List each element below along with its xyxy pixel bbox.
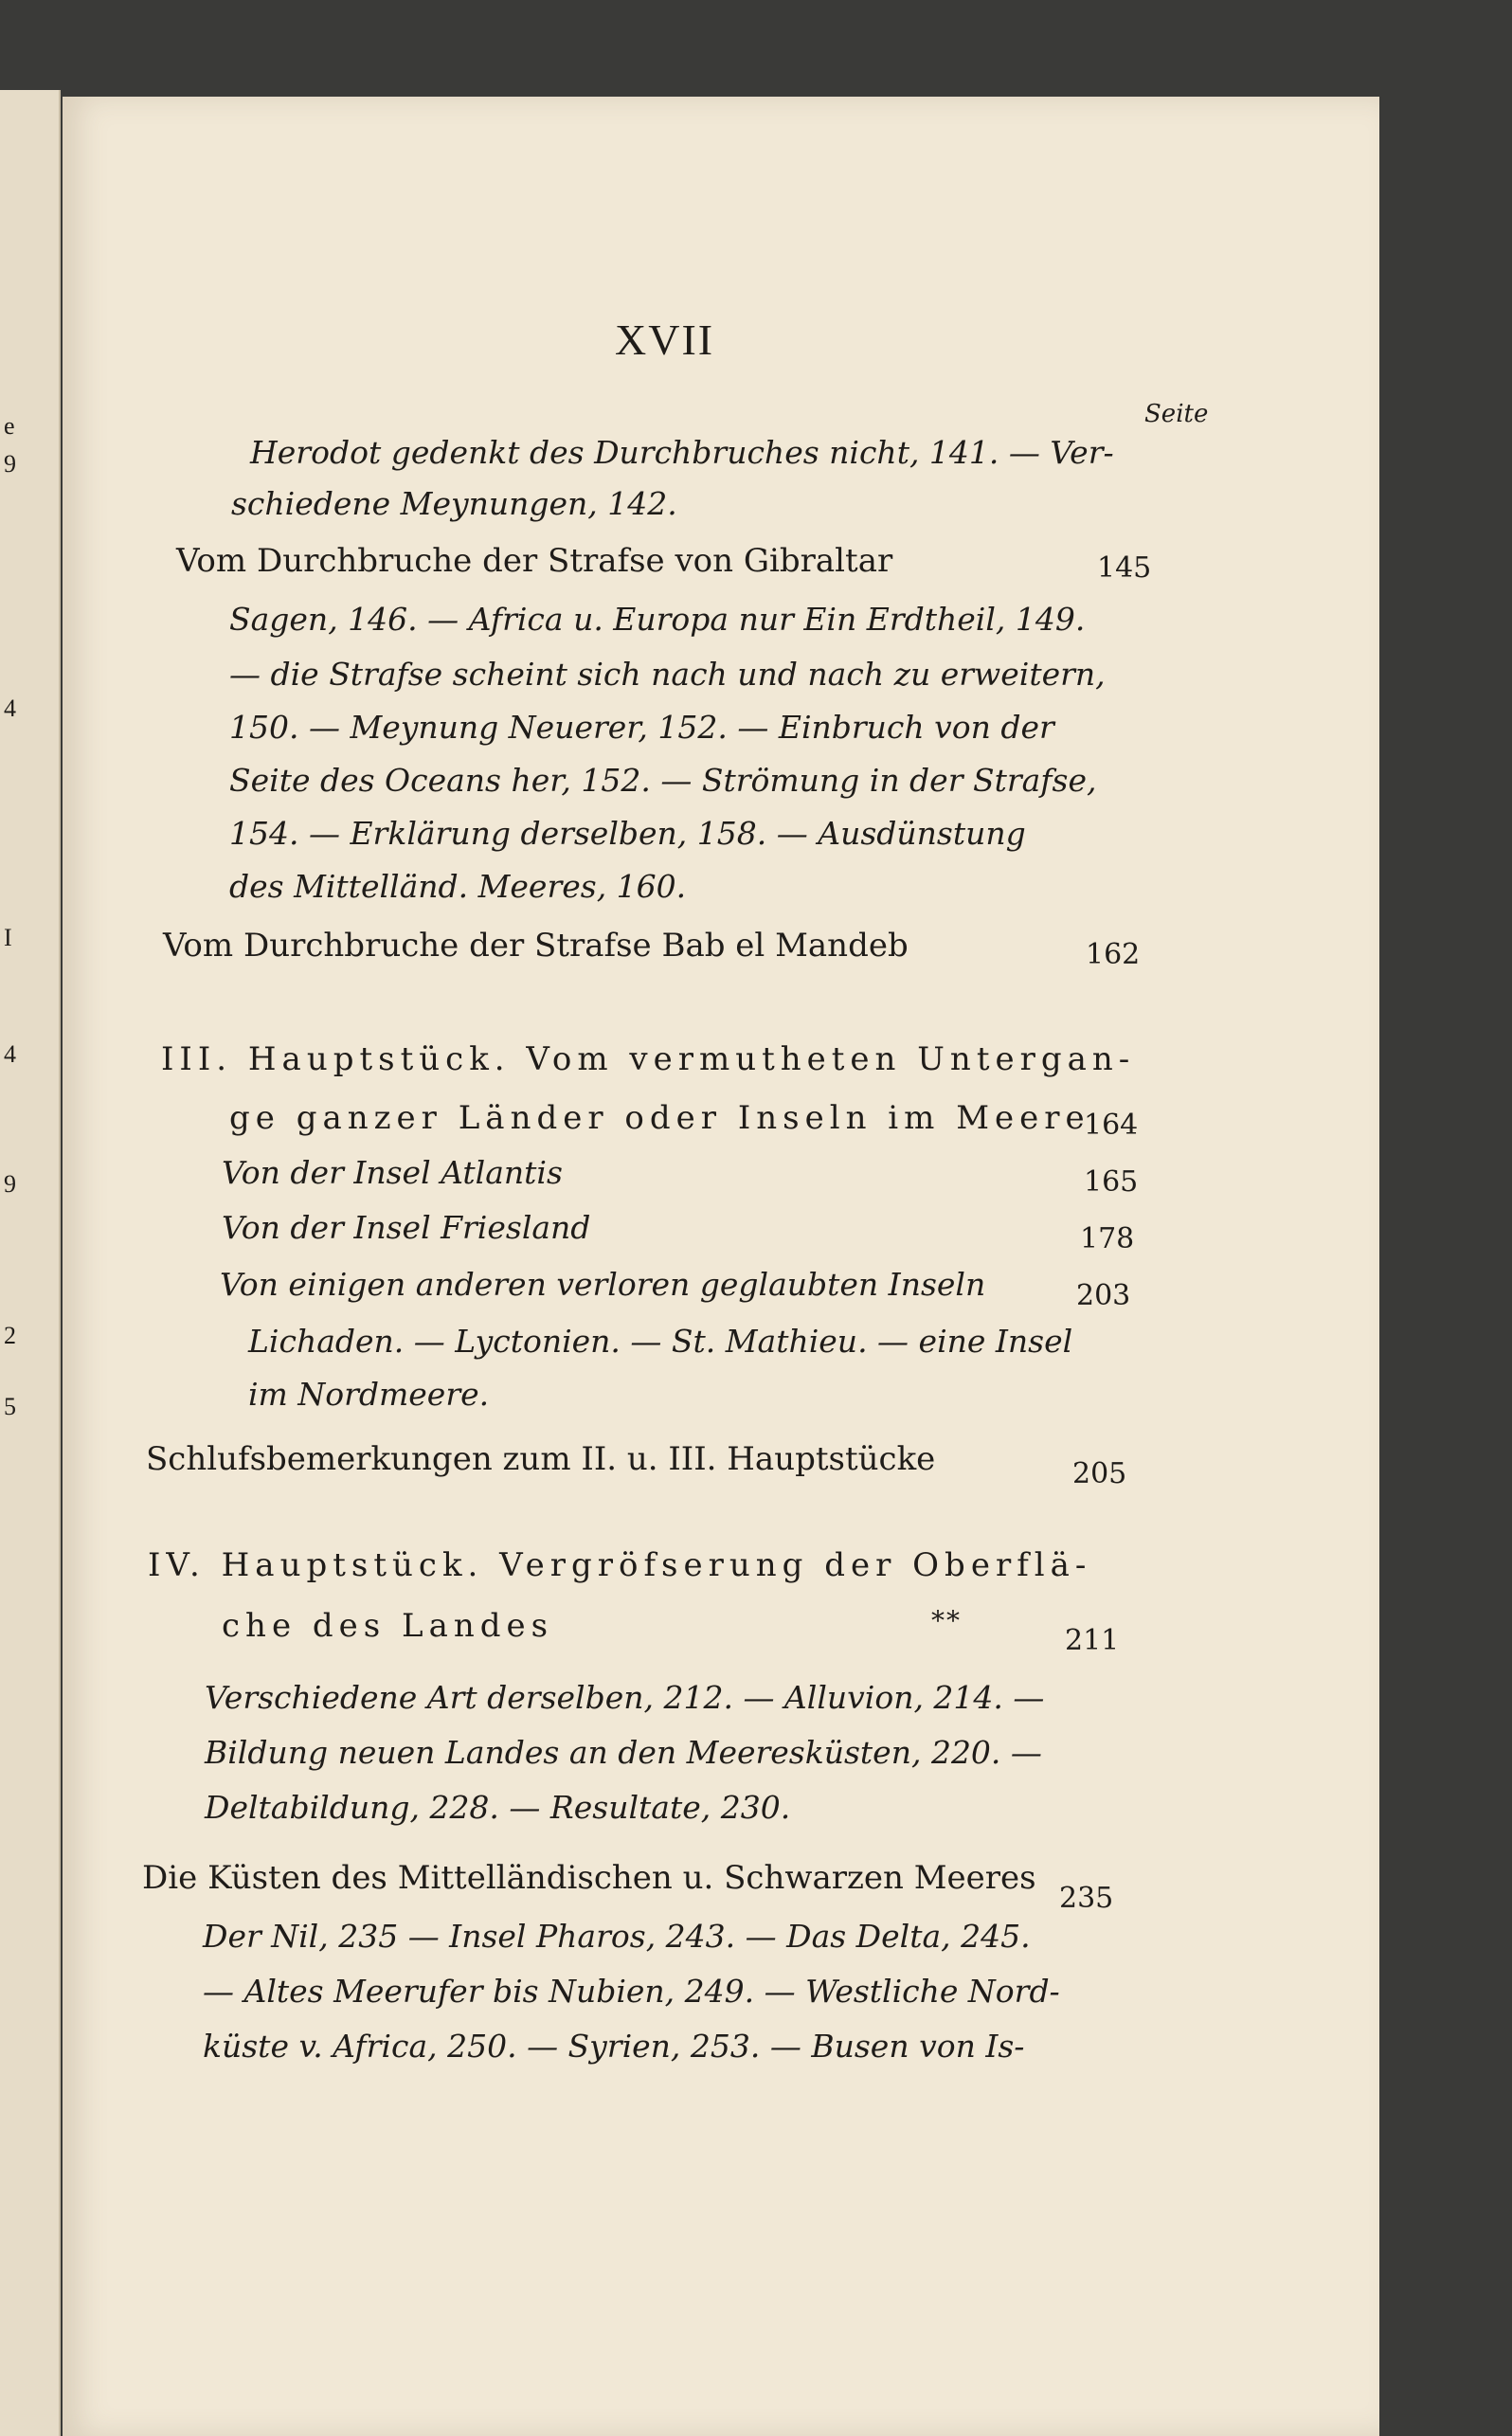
toc-line: des Mittelländ. Meeres, 160.: [229, 868, 687, 905]
toc-entry: Vom Durchbruche der Strafse Bab el Mandeb: [163, 927, 909, 965]
page-ref: 203: [1076, 1279, 1131, 1312]
toc-entry: Schlufsbemerkungen zum II. u. III. Hauptstücke: [146, 1440, 936, 1478]
page-ref: 165: [1084, 1165, 1139, 1199]
toc-entry: Von der Insel Friesland: [222, 1209, 591, 1246]
page-number: XVII: [615, 316, 715, 364]
toc-line: im Nordmeere.: [248, 1376, 490, 1413]
toc-line: Der Nil, 235 — Insel Pharos, 243. — Das Delta, 245.: [203, 1918, 1031, 1955]
toc-line: Verschiedene Art derselben, 212. — Alluvion, 214. —: [205, 1679, 1045, 1716]
signature-mark: **: [931, 1605, 962, 1636]
chapter-heading: IV. Hauptstück. Vergröfserung der Oberflä-: [148, 1546, 1092, 1584]
margin-number: 4: [4, 1040, 16, 1068]
page-ref: 178: [1080, 1222, 1135, 1255]
margin-number: e: [4, 412, 15, 440]
margin-number: 4: [4, 695, 16, 722]
page-ref: 235: [1059, 1882, 1114, 1915]
toc-line: schiedene Meynungen, 142.: [231, 485, 677, 522]
page-ref: 164: [1084, 1109, 1139, 1142]
toc-entry: Die Küsten des Mittelländischen u. Schwarzen Meeres: [142, 1859, 1036, 1897]
margin-number: 9: [4, 450, 16, 478]
page-ref: 205: [1072, 1457, 1127, 1490]
toc-line: 150. — Meynung Neuerer, 152. — Einbruch von der: [229, 709, 1054, 746]
book-page: [63, 97, 1379, 2436]
toc-line: — Altes Meerufer bis Nubien, 249. — Westliche Nord-: [203, 1973, 1060, 2010]
facing-page-edge: [0, 90, 61, 2436]
toc-line: — die Strafse scheint sich nach und nach zu erweitern,: [229, 656, 1106, 693]
toc-line: Deltabildung, 228. — Resultate, 230.: [205, 1789, 791, 1826]
toc-line: Lichaden. — Lyctonien. — St. Mathieu. — eine Insel: [248, 1323, 1073, 1360]
toc-line: 154. — Erklärung derselben, 158. — Ausdünstung: [229, 815, 1026, 852]
toc-entry: Von einigen anderen verloren geglaubten Inseln: [220, 1266, 986, 1303]
toc-entry: Vom Durchbruche der Strafse von Gibraltar: [176, 542, 893, 580]
toc-line: Seite des Oceans her, 152. — Strömung in der Strafse,: [229, 762, 1097, 799]
chapter-heading: ge ganzer Länder oder Inseln im Meere: [229, 1099, 1090, 1137]
chapter-heading: che des Landes: [222, 1607, 554, 1645]
toc-line: küste v. Africa, 250. — Syrien, 253. — Busen von Is-: [203, 2028, 1025, 2065]
chapter-heading: III. Hauptstück. Vom vermutheten Untergan-: [161, 1040, 1136, 1078]
page-ref: 145: [1097, 551, 1152, 585]
toc-entry: Von der Insel Atlantis: [222, 1154, 563, 1191]
margin-number: I: [4, 924, 12, 951]
toc-line: Herodot gedenkt des Durchbruches nicht, 141. — Ver-: [250, 434, 1114, 471]
page-ref: 162: [1086, 938, 1141, 971]
column-header: Seite: [1144, 400, 1209, 428]
toc-line: Sagen, 146. — Africa u. Europa nur Ein Erdtheil, 149.: [229, 601, 1086, 638]
margin-number: 5: [4, 1393, 16, 1420]
page-ref: 211: [1065, 1624, 1120, 1657]
margin-number: 2: [4, 1322, 16, 1349]
toc-line: Bildung neuen Landes an den Meeresküsten, 220. —: [205, 1734, 1042, 1771]
margin-number: 9: [4, 1170, 16, 1198]
